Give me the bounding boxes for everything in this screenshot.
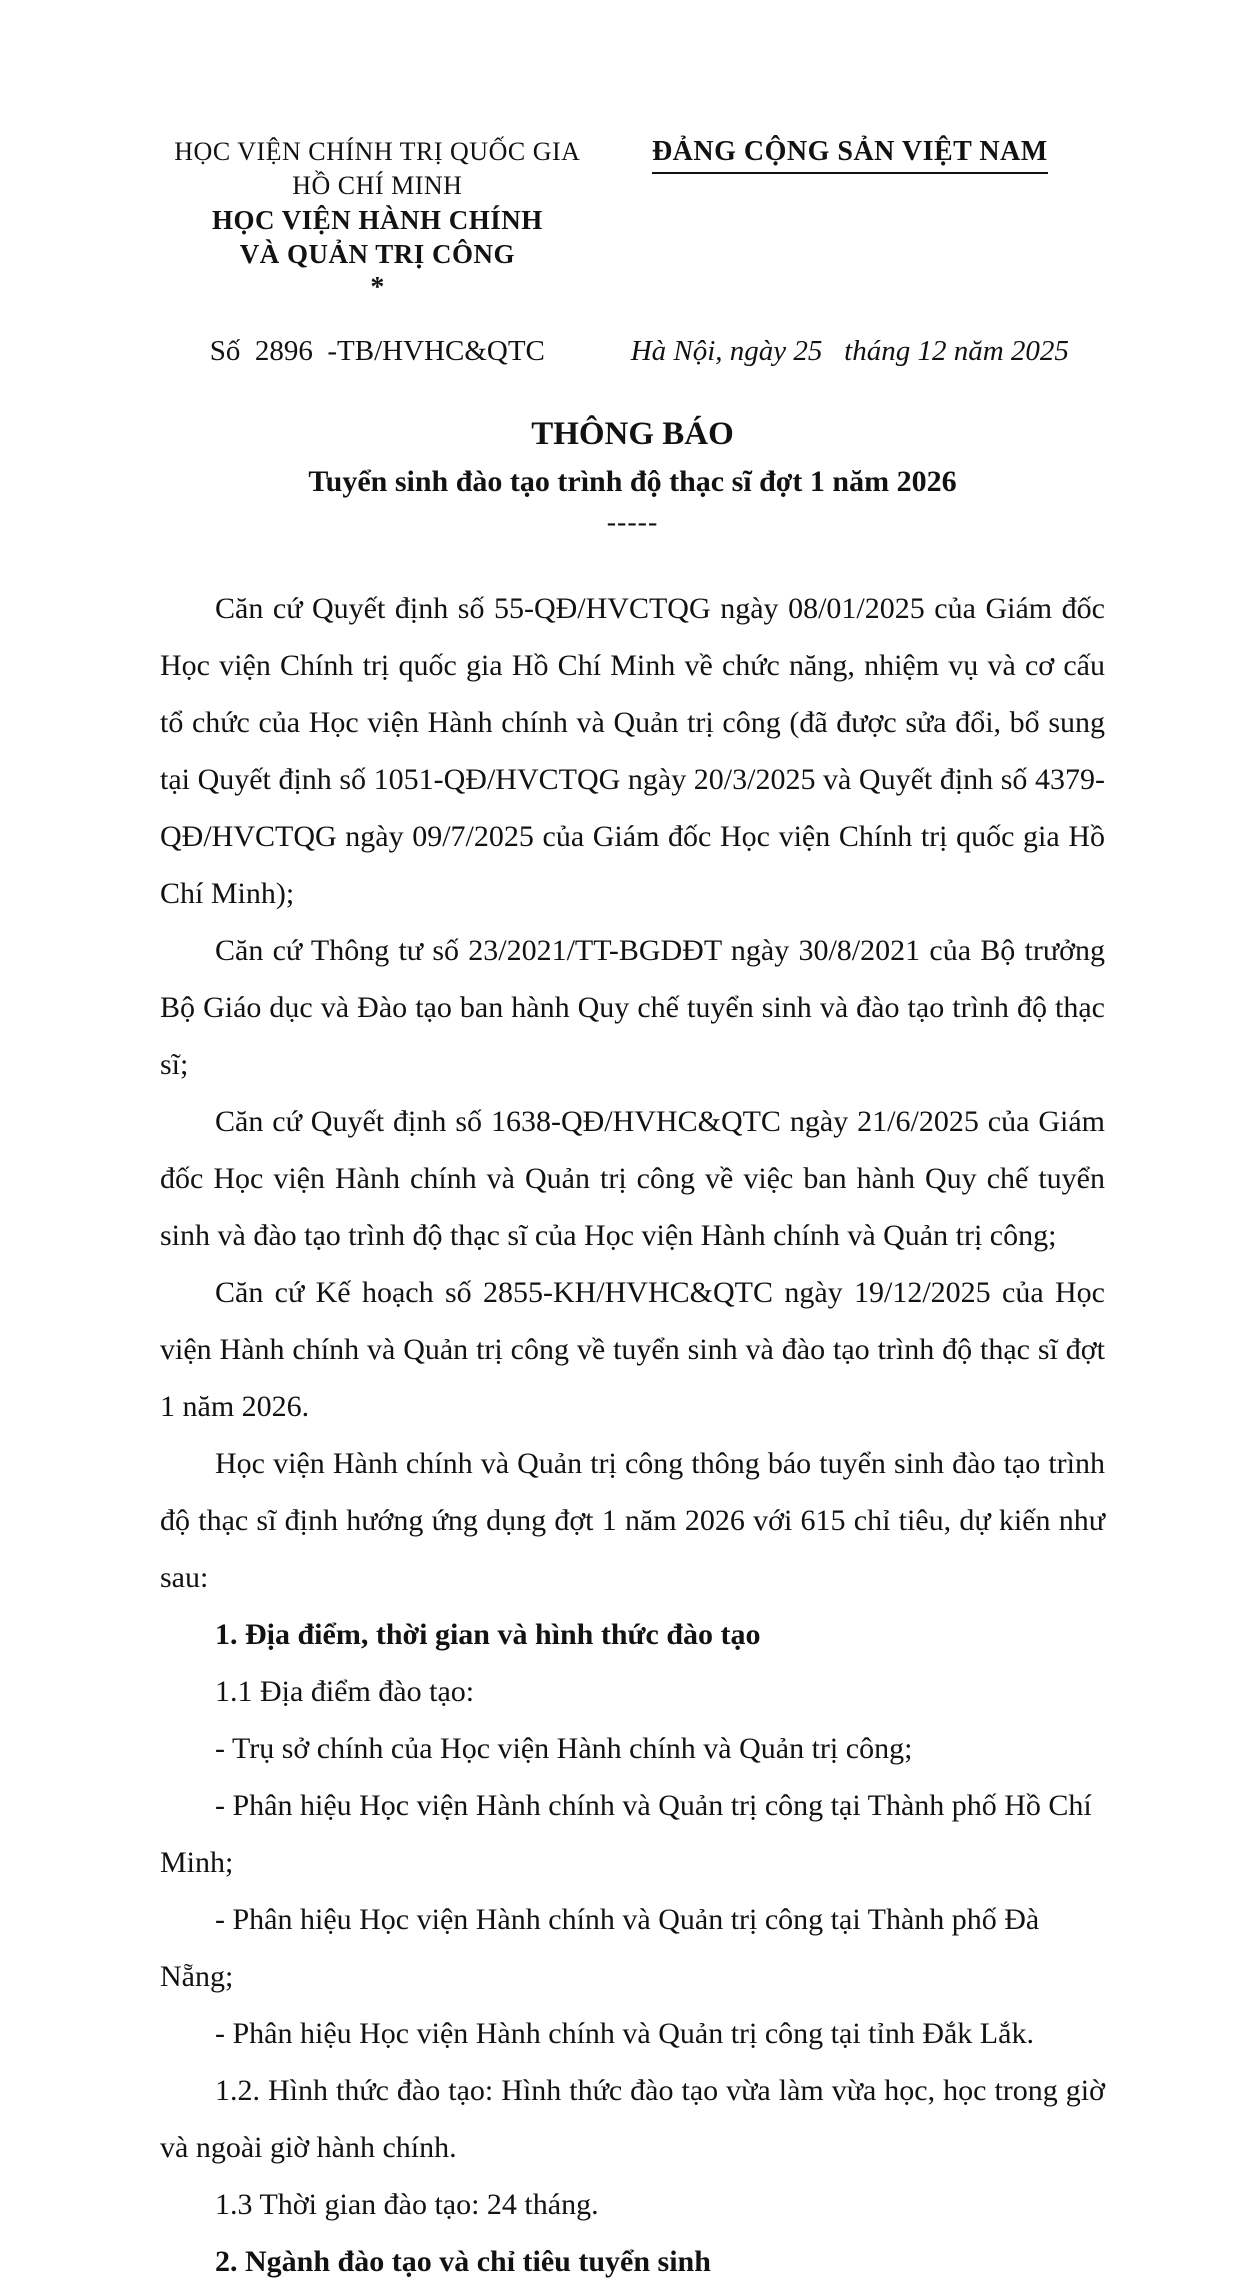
document-number: Số 2896 -TB/HVHC&QTC	[209, 335, 545, 367]
section-1-1-label: 1.1 Địa điểm đào tạo:	[215, 1675, 475, 1708]
parent-org-line-2: HỒ CHÍ MINH	[292, 171, 463, 200]
org-name-line-1: HỌC VIỆN HÀNH CHÍNH	[211, 205, 543, 235]
party-name: ĐẢNG CỘNG SẢN VIỆT NAM	[652, 135, 1048, 174]
org-star-separator: *	[370, 272, 385, 303]
location-item-1: - Trụ sở chính của Học viện Hành chính và Quản trị công;	[215, 1732, 913, 1765]
location-item-2: - Phân hiệu Học viện Hành chính và Quản trị công tại Thành phố Hồ Chí Minh;	[160, 1789, 1092, 1879]
parent-org-line-1: HỌC VIỆN CHÍNH TRỊ QUỐC GIA	[174, 137, 581, 166]
place-and-date: Hà Nội, ngày 25 tháng 12 năm 2025	[630, 335, 1069, 367]
party-motto-block	[595, 135, 1105, 303]
paragraph-legal-basis-3: Căn cứ Quyết định số 1638-QĐ/HVHC&QTC ngày 21/6/2025 của Giám đốc Học viện Hành chính và Quản trị công về việc ban hành Quy chế tuyển sinh và đào tạo trình độ thạc sĩ của Học viện Hành chính và Quản trị công;	[160, 1105, 1105, 1252]
document-title-block	[160, 414, 1105, 538]
org-name-line-2: VÀ QUẢN TRỊ CÔNG	[239, 239, 515, 269]
section-1-heading: 1. Địa điểm, thời gian và hình thức đào tạo	[215, 1618, 761, 1651]
document-subtitle: Tuyển sinh đào tạo trình độ thạc sĩ đợt 1 năm 2026	[308, 465, 957, 498]
paragraph-legal-basis-2: Căn cứ Thông tư số 23/2021/TT-BGDĐT ngày 30/8/2021 của Bộ trưởng Bộ Giáo dục và Đào tạo ban hành Quy chế tuyển sinh và đào tạo trình độ thạc sĩ;	[160, 934, 1105, 1081]
title-separator: -----	[606, 507, 659, 538]
section-2-heading: 2. Ngành đào tạo và chỉ tiêu tuyển sinh	[215, 2245, 711, 2278]
paragraph-announcement: Học viện Hành chính và Quản trị công thông báo tuyển sinh đào tạo trình độ thạc sĩ định hướng ứng dụng đợt 1 năm 2026 với 615 chỉ tiêu, dự kiến như sau:	[160, 1447, 1105, 1594]
document-meta	[160, 335, 1105, 368]
issuing-org-block	[160, 135, 595, 303]
document-title: THÔNG BÁO	[531, 416, 734, 452]
location-item-4: - Phân hiệu Học viện Hành chính và Quản trị công tại tỉnh Đắk Lắk.	[215, 2017, 1034, 2050]
paragraph-legal-basis-1: Căn cứ Quyết định số 55-QĐ/HVCTQG ngày 08/01/2025 của Giám đốc Học viện Chính trị quốc gia Hồ Chí Minh về chức năng, nhiệm vụ và cơ cấu tổ chức của Học viện Hành chính và Quản trị công (đã được sửa đổi, bổ sung tại Quyết định số 1051-QĐ/HVCTQG ngày 20/3/2025 và Quyết định số 4379-QĐ/HVCTQG ngày 09/7/2025 của Giám đốc Học viện Chính trị quốc gia Hồ Chí Minh);	[160, 592, 1105, 910]
paragraph-legal-basis-4: Căn cứ Kế hoạch số 2855-KH/HVHC&QTC ngày 19/12/2025 của Học viện Hành chính và Quản trị công về tuyển sinh và đào tạo trình độ thạc sĩ đợt 1 năm 2026.	[160, 1276, 1105, 1423]
section-1-2-paragraph: 1.2. Hình thức đào tạo: Hình thức đào tạo vừa làm vừa học, học trong giờ và ngoài giờ hành chính.	[160, 2074, 1105, 2164]
location-item-3: - Phân hiệu Học viện Hành chính và Quản trị công tại Thành phố Đà Nẵng;	[160, 1903, 1040, 1993]
section-1-3-paragraph: 1.3 Thời gian đào tạo: 24 tháng.	[215, 2188, 599, 2221]
document-body	[160, 580, 1105, 2290]
document-header	[160, 135, 1105, 303]
